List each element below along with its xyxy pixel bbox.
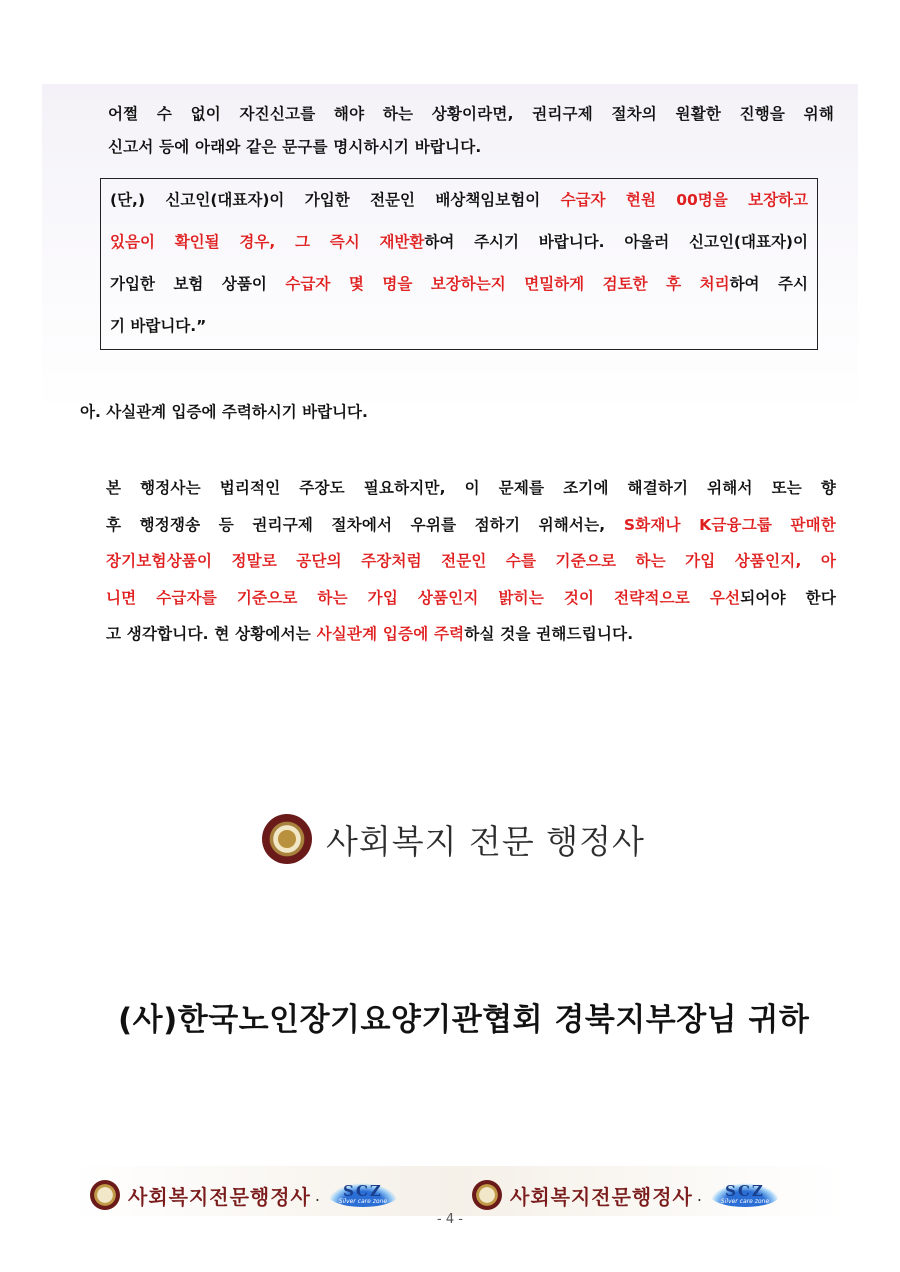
main-highlight: 니면 수급자를 기준으로 하는 가입 상품인지 밝히는 것이 전략적으로 우선 [106, 588, 741, 607]
main-text: 되어야 한다 [740, 588, 836, 607]
seal-emblem-icon [472, 1180, 502, 1210]
seal-emblem-icon [262, 814, 312, 864]
notice-line-3 [110, 263, 808, 305]
main-line-3: 장기보험상품이 정말로 공단의 주장처럼 전문인 수를 기준으로 하는 가입 상품인지, 아 [106, 552, 836, 570]
main-line-2 [106, 507, 836, 544]
notice-line-2 [110, 221, 808, 263]
footer-dot: . [696, 1185, 702, 1205]
scz-logo-text: SCZ [725, 1182, 765, 1200]
main-paragraph [106, 470, 836, 653]
seal-emblem-icon [90, 1180, 120, 1210]
scz-logo-subtext: Silver care zone [720, 1198, 770, 1205]
main-line-4 [106, 580, 836, 617]
scz-logo-subtext: Silver care zone [338, 1198, 388, 1205]
main-highlight: 사실관계 입증에 주력 [316, 625, 465, 643]
section-heading: 아. 사실관계 입증에 주력하시기 바랍니다. [80, 403, 368, 421]
notice-highlight: 수급자 몇 명을 보장하는지 면밀하게 검토한 후 처리 [285, 275, 730, 293]
footer-banner [72, 1166, 842, 1216]
main-highlight: S화재나 K금융그룹 판매한 [623, 515, 837, 534]
notice-text: 하여 주시 [729, 275, 808, 293]
notice-line-1 [110, 179, 808, 221]
office-stamp [250, 806, 664, 872]
notice-text: 하여 주시기 바랍니다. 아울러 신고인(대표자)이 [424, 233, 808, 251]
scz-logo [710, 1183, 780, 1207]
main-line-1: 본 행정사는 법리적인 주장도 필요하지만, 이 문제를 조기에 해결하기 위해서 또는 향 [106, 479, 836, 497]
scz-logo [328, 1183, 398, 1207]
notice-text: (단,) 신고인(대표자)이 가입한 전문인 배상책임보험이 [110, 191, 561, 209]
notice-highlight: 있음이 확인될 경우, 그 즉시 재반환 [110, 233, 425, 251]
boxed-notice [100, 178, 818, 350]
footer-dot: . [314, 1185, 320, 1205]
notice-highlight: 수급자 현원 00명을 보장하고 [560, 191, 808, 209]
intro-paragraph [108, 98, 834, 164]
footer-brand-1 [90, 1180, 398, 1210]
footer-brand-text: 사회복지전문행정사 [510, 1184, 693, 1209]
intro-line-2: 신고서 등에 아래와 같은 문구를 명시하시기 바랍니다. [108, 138, 482, 156]
notice-line-4: 기 바랍니다.” [110, 317, 207, 335]
scz-logo-text: SCZ [343, 1182, 383, 1200]
footer-brand-2 [472, 1180, 780, 1210]
footer-brand-text: 사회복지전문행정사 [128, 1184, 311, 1209]
main-text: 후 행정쟁송 등 권리구제 절차에서 우위를 점하기 위해서는, [106, 515, 624, 534]
page-number: - 4 - [437, 1212, 463, 1227]
notice-text: 가입한 보험 상품이 [110, 275, 286, 293]
main-text: 고 생각합니다. 현 상황에서는 [106, 625, 317, 643]
intro-line-1: 어쩔 수 없이 자진신고를 해야 하는 상황이라면, 권리구제 절차의 원활한 진행을 위해 [108, 105, 834, 123]
addressee: (사)한국노인장기요양기관협회 경북지부장님 귀하 [118, 1002, 810, 1038]
main-text: 하실 것을 권해드립니다. [464, 625, 634, 643]
main-line-5 [106, 616, 836, 653]
stamp-text: 사회복지 전문 행정사 [326, 821, 645, 861]
